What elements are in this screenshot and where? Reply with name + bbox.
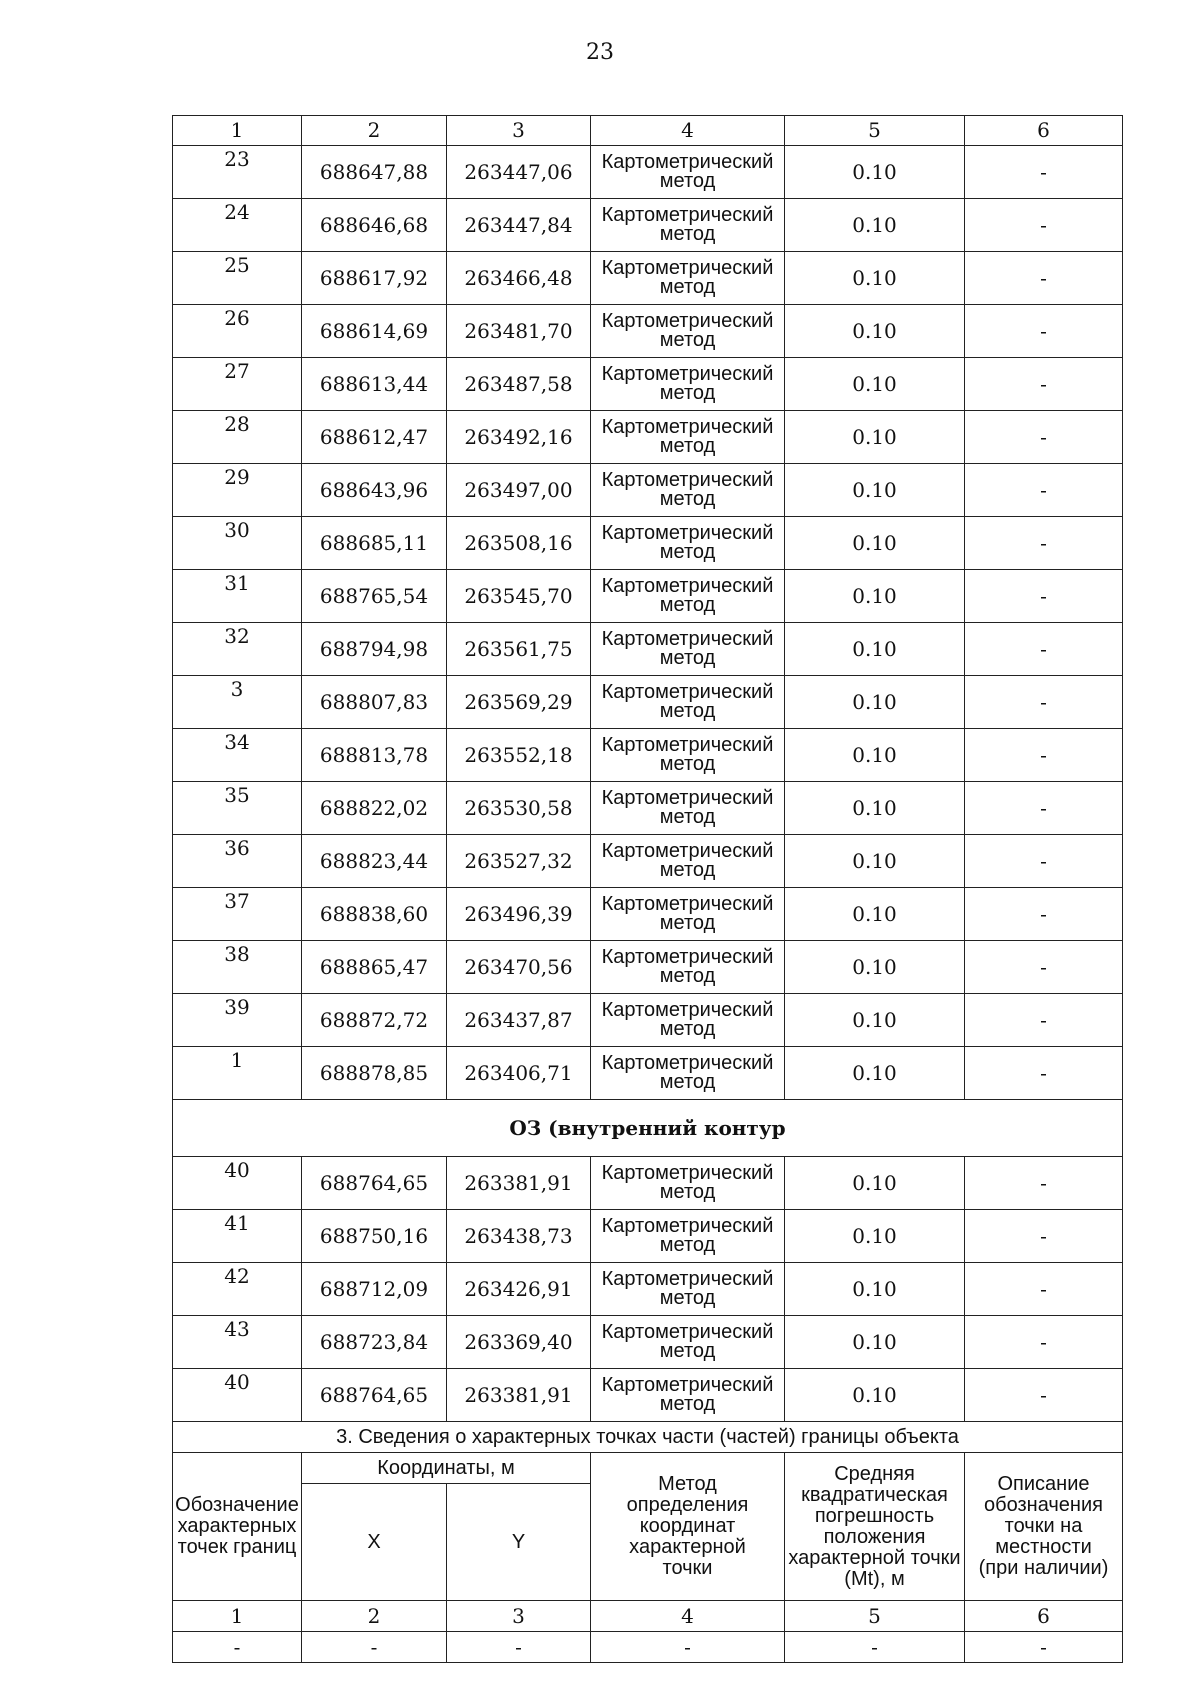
section-title: ОЗ (внутренний контур <box>173 1100 1123 1157</box>
method-line-2: метод <box>659 1018 716 1040</box>
coord-x: 688865,47 <box>302 941 447 994</box>
empty-cell: - <box>302 1632 447 1663</box>
error-value: 0.10 <box>785 252 965 305</box>
column-number: 1 <box>173 1601 302 1632</box>
method-line-1: Картометрический <box>601 363 774 385</box>
coord-x: 688685,11 <box>302 517 447 570</box>
empty-cell: - <box>447 1632 591 1663</box>
table-row <box>173 358 1123 411</box>
part3-caption: 3. Сведения о характерных точках части (частей) границы объекта <box>173 1422 1123 1453</box>
error-value: 0.10 <box>785 782 965 835</box>
method-cell <box>591 358 785 411</box>
table-row <box>173 941 1123 994</box>
point-number: 39 <box>173 994 302 1047</box>
coord-x: 688822,02 <box>302 782 447 835</box>
coord-x: 688764,65 <box>302 1369 447 1422</box>
header-line: точки на <box>1004 1515 1083 1537</box>
coord-y: 263369,40 <box>447 1316 591 1369</box>
description-value: - <box>965 199 1123 252</box>
method-line-2: метод <box>659 594 716 616</box>
header-line: погрешность <box>814 1504 935 1527</box>
header-line: точек границ <box>177 1536 297 1558</box>
method-cell <box>591 146 785 199</box>
part3-header-row <box>173 1453 1123 1484</box>
method-cell <box>591 729 785 782</box>
description-value: - <box>965 1047 1123 1100</box>
coord-y: 263496,39 <box>447 888 591 941</box>
description-value: - <box>965 411 1123 464</box>
method-line-1: Картометрический <box>601 469 774 491</box>
coord-x: 688723,84 <box>302 1316 447 1369</box>
error-value: 0.10 <box>785 729 965 782</box>
error-value: 0.10 <box>785 411 965 464</box>
method-line-1: Картометрический <box>601 257 774 279</box>
error-value: 0.10 <box>785 464 965 517</box>
point-number: 3 <box>173 676 302 729</box>
method-cell <box>591 199 785 252</box>
error-value: 0.10 <box>785 835 965 888</box>
header-coords: Координаты, м <box>302 1453 591 1484</box>
column-number: 2 <box>302 116 447 146</box>
coord-y: 263437,87 <box>447 994 591 1047</box>
coord-y: 263447,84 <box>447 199 591 252</box>
point-number: 1 <box>173 1047 302 1100</box>
description-value: - <box>965 888 1123 941</box>
column-number: 6 <box>965 116 1123 146</box>
coord-y: 263487,58 <box>447 358 591 411</box>
table-row <box>173 994 1123 1047</box>
method-cell <box>591 1316 785 1369</box>
method-cell <box>591 1210 785 1263</box>
coord-y: 263552,18 <box>447 729 591 782</box>
method-cell <box>591 888 785 941</box>
section-row <box>173 1100 1123 1157</box>
table-row <box>173 1369 1123 1422</box>
point-number: 30 <box>173 517 302 570</box>
error-value: 0.10 <box>785 1369 965 1422</box>
coord-y: 263508,16 <box>447 517 591 570</box>
header-line: Метод <box>658 1473 717 1495</box>
method-cell <box>591 1047 785 1100</box>
description-value: - <box>965 358 1123 411</box>
method-line-1: Картометрический <box>601 787 774 809</box>
coord-x: 688823,44 <box>302 835 447 888</box>
method-line-2: метод <box>659 806 716 828</box>
header-line: Средняя <box>834 1462 915 1485</box>
method-line-1: Картометрический <box>601 1162 774 1184</box>
column-number-row <box>173 116 1123 146</box>
method-line-2: метод <box>659 1340 716 1362</box>
error-value: 0.10 <box>785 1316 965 1369</box>
method-cell <box>591 252 785 305</box>
point-number: 42 <box>173 1263 302 1316</box>
empty-cell: - <box>965 1632 1123 1663</box>
method-line-2: метод <box>659 1071 716 1093</box>
method-line-2: метод <box>659 1287 716 1309</box>
point-number: 26 <box>173 305 302 358</box>
point-number: 43 <box>173 1316 302 1369</box>
column-number: 4 <box>591 1601 785 1632</box>
point-number: 24 <box>173 199 302 252</box>
point-number: 29 <box>173 464 302 517</box>
coord-y: 263466,48 <box>447 252 591 305</box>
method-line-2: метод <box>659 912 716 934</box>
description-value: - <box>965 623 1123 676</box>
method-cell <box>591 623 785 676</box>
table-row <box>173 146 1123 199</box>
table-row <box>173 729 1123 782</box>
table-row <box>173 411 1123 464</box>
method-line-2: метод <box>659 276 716 298</box>
method-line-1: Картометрический <box>601 151 774 173</box>
method-line-2: метод <box>659 329 716 351</box>
header-line: точки <box>662 1557 713 1579</box>
empty-cell: - <box>173 1632 302 1663</box>
table-row <box>173 1047 1123 1100</box>
coord-x: 688794,98 <box>302 623 447 676</box>
header-description <box>965 1453 1123 1601</box>
point-number: 23 <box>173 146 302 199</box>
method-line-1: Картометрический <box>601 999 774 1021</box>
coord-y: 263406,71 <box>447 1047 591 1100</box>
header-line: (Mt), м <box>844 1567 905 1590</box>
description-value: - <box>965 305 1123 358</box>
table-row <box>173 1157 1123 1210</box>
method-cell <box>591 782 785 835</box>
method-line-2: метод <box>659 435 716 457</box>
method-line-2: метод <box>659 700 716 722</box>
empty-cell: - <box>591 1632 785 1663</box>
coord-x: 688612,47 <box>302 411 447 464</box>
description-value: - <box>965 570 1123 623</box>
error-value: 0.10 <box>785 676 965 729</box>
error-value: 0.10 <box>785 358 965 411</box>
header-line: характерных <box>177 1515 297 1537</box>
method-line-1: Картометрический <box>601 1321 774 1343</box>
coord-x: 688878,85 <box>302 1047 447 1100</box>
table-row <box>173 623 1123 676</box>
boundary-points-table <box>172 115 1123 1663</box>
method-line-2: метод <box>659 1234 716 1256</box>
coord-y: 263438,73 <box>447 1210 591 1263</box>
error-value: 0.10 <box>785 305 965 358</box>
empty-cell: - <box>785 1632 965 1663</box>
header-line: обозначения <box>984 1494 1103 1516</box>
coord-x: 688647,88 <box>302 146 447 199</box>
table-row <box>173 835 1123 888</box>
coord-y: 263381,91 <box>447 1369 591 1422</box>
point-number: 35 <box>173 782 302 835</box>
column-number: 1 <box>173 116 302 146</box>
coord-x: 688613,44 <box>302 358 447 411</box>
description-value: - <box>965 1210 1123 1263</box>
point-number: 31 <box>173 570 302 623</box>
method-line-1: Картометрический <box>601 575 774 597</box>
description-value: - <box>965 729 1123 782</box>
header-y: Y <box>447 1484 591 1601</box>
header-line: местности <box>995 1536 1092 1558</box>
method-line-1: Картометрический <box>601 310 774 332</box>
method-line-2: метод <box>659 965 716 987</box>
error-value: 0.10 <box>785 888 965 941</box>
method-line-2: метод <box>659 859 716 881</box>
coord-x: 688617,92 <box>302 252 447 305</box>
table-row <box>173 888 1123 941</box>
method-cell <box>591 305 785 358</box>
description-value: - <box>965 252 1123 305</box>
method-cell <box>591 941 785 994</box>
method-line-2: метод <box>659 382 716 404</box>
error-value: 0.10 <box>785 1157 965 1210</box>
point-number: 36 <box>173 835 302 888</box>
error-value: 0.10 <box>785 199 965 252</box>
table-row <box>173 199 1123 252</box>
error-value: 0.10 <box>785 1263 965 1316</box>
coord-x: 688872,72 <box>302 994 447 1047</box>
point-number: 40 <box>173 1369 302 1422</box>
coord-x: 688646,68 <box>302 199 447 252</box>
header-line: Описание <box>997 1473 1090 1495</box>
point-number: 25 <box>173 252 302 305</box>
column-number: 3 <box>447 1601 591 1632</box>
coord-y: 263470,56 <box>447 941 591 994</box>
coord-x: 688643,96 <box>302 464 447 517</box>
method-cell <box>591 1369 785 1422</box>
coord-y: 263492,16 <box>447 411 591 464</box>
method-line-2: метод <box>659 488 716 510</box>
description-value: - <box>965 994 1123 1047</box>
method-line-1: Картометрический <box>601 1268 774 1290</box>
method-cell <box>591 994 785 1047</box>
table-row <box>173 1263 1123 1316</box>
header-line: определения <box>626 1494 749 1516</box>
error-value: 0.10 <box>785 623 965 676</box>
column-number: 3 <box>447 116 591 146</box>
header-line: (при наличии) <box>978 1557 1109 1579</box>
method-line-1: Картометрический <box>601 946 774 968</box>
table-row <box>173 517 1123 570</box>
coord-x: 688750,16 <box>302 1210 447 1263</box>
method-cell <box>591 1263 785 1316</box>
header-method <box>591 1453 785 1601</box>
part3-caption-row <box>173 1422 1123 1453</box>
error-value: 0.10 <box>785 517 965 570</box>
method-line-1: Картометрический <box>601 1215 774 1237</box>
header-line: характерной точки <box>788 1546 961 1569</box>
method-line-1: Картометрический <box>601 734 774 756</box>
coord-y: 263569,29 <box>447 676 591 729</box>
header-line: Обозначение <box>175 1494 299 1516</box>
description-value: - <box>965 1369 1123 1422</box>
point-number: 40 <box>173 1157 302 1210</box>
method-line-1: Картометрический <box>601 204 774 226</box>
coord-y: 263481,70 <box>447 305 591 358</box>
table-row <box>173 782 1123 835</box>
coord-x: 688813,78 <box>302 729 447 782</box>
coord-y: 263527,32 <box>447 835 591 888</box>
method-line-1: Картометрический <box>601 522 774 544</box>
table-row <box>173 252 1123 305</box>
method-line-2: метод <box>659 1181 716 1203</box>
header-line: положения <box>823 1525 926 1548</box>
column-number: 2 <box>302 1601 447 1632</box>
header-line: координат <box>639 1515 736 1537</box>
description-value: - <box>965 782 1123 835</box>
description-value: - <box>965 146 1123 199</box>
description-value: - <box>965 941 1123 994</box>
table-row <box>173 464 1123 517</box>
error-value: 0.10 <box>785 994 965 1047</box>
method-line-2: метод <box>659 647 716 669</box>
page-number: 23 <box>586 40 614 65</box>
table-row <box>173 305 1123 358</box>
part3-column-number-row <box>173 1601 1123 1632</box>
coord-x: 688807,83 <box>302 676 447 729</box>
method-cell <box>591 464 785 517</box>
coord-y: 263447,06 <box>447 146 591 199</box>
method-line-1: Картометрический <box>601 893 774 915</box>
header-designation <box>173 1453 302 1601</box>
method-line-2: метод <box>659 753 716 775</box>
point-number: 27 <box>173 358 302 411</box>
point-number: 28 <box>173 411 302 464</box>
coord-y: 263381,91 <box>447 1157 591 1210</box>
error-value: 0.10 <box>785 1210 965 1263</box>
header-x: X <box>302 1484 447 1601</box>
column-number: 5 <box>785 1601 965 1632</box>
point-number: 32 <box>173 623 302 676</box>
coord-y: 263561,75 <box>447 623 591 676</box>
coord-x: 688614,69 <box>302 305 447 358</box>
column-number: 4 <box>591 116 785 146</box>
header-line: характерной <box>629 1536 746 1558</box>
error-value: 0.10 <box>785 1047 965 1100</box>
method-line-2: метод <box>659 170 716 192</box>
table-row <box>173 570 1123 623</box>
description-value: - <box>965 464 1123 517</box>
method-line-2: метод <box>659 223 716 245</box>
method-cell <box>591 570 785 623</box>
description-value: - <box>965 676 1123 729</box>
error-value: 0.10 <box>785 941 965 994</box>
header-error <box>785 1453 965 1601</box>
column-number: 6 <box>965 1601 1123 1632</box>
description-value: - <box>965 1316 1123 1369</box>
column-number: 5 <box>785 116 965 146</box>
method-line-1: Картометрический <box>601 681 774 703</box>
method-cell <box>591 411 785 464</box>
method-cell <box>591 676 785 729</box>
method-line-2: метод <box>659 1393 716 1415</box>
coord-x: 688712,09 <box>302 1263 447 1316</box>
table-row <box>173 1316 1123 1369</box>
error-value: 0.10 <box>785 146 965 199</box>
description-value: - <box>965 1157 1123 1210</box>
method-cell <box>591 1157 785 1210</box>
description-value: - <box>965 1263 1123 1316</box>
method-line-1: Картометрический <box>601 628 774 650</box>
coord-x: 688765,54 <box>302 570 447 623</box>
method-line-1: Картометрический <box>601 1374 774 1396</box>
point-number: 38 <box>173 941 302 994</box>
coord-y: 263545,70 <box>447 570 591 623</box>
coord-x: 688764,65 <box>302 1157 447 1210</box>
method-line-1: Картометрический <box>601 1052 774 1074</box>
coord-y: 263497,00 <box>447 464 591 517</box>
method-line-2: метод <box>659 541 716 563</box>
header-line: квадратическая <box>801 1483 948 1506</box>
description-value: - <box>965 835 1123 888</box>
description-value: - <box>965 517 1123 570</box>
part3-empty-row <box>173 1632 1123 1663</box>
point-number: 34 <box>173 729 302 782</box>
table-row <box>173 676 1123 729</box>
method-cell <box>591 835 785 888</box>
point-number: 41 <box>173 1210 302 1263</box>
method-cell <box>591 517 785 570</box>
method-line-1: Картометрический <box>601 840 774 862</box>
point-number: 37 <box>173 888 302 941</box>
table-row <box>173 1210 1123 1263</box>
method-line-1: Картометрический <box>601 416 774 438</box>
error-value: 0.10 <box>785 570 965 623</box>
coord-y: 263426,91 <box>447 1263 591 1316</box>
coord-x: 688838,60 <box>302 888 447 941</box>
coord-y: 263530,58 <box>447 782 591 835</box>
